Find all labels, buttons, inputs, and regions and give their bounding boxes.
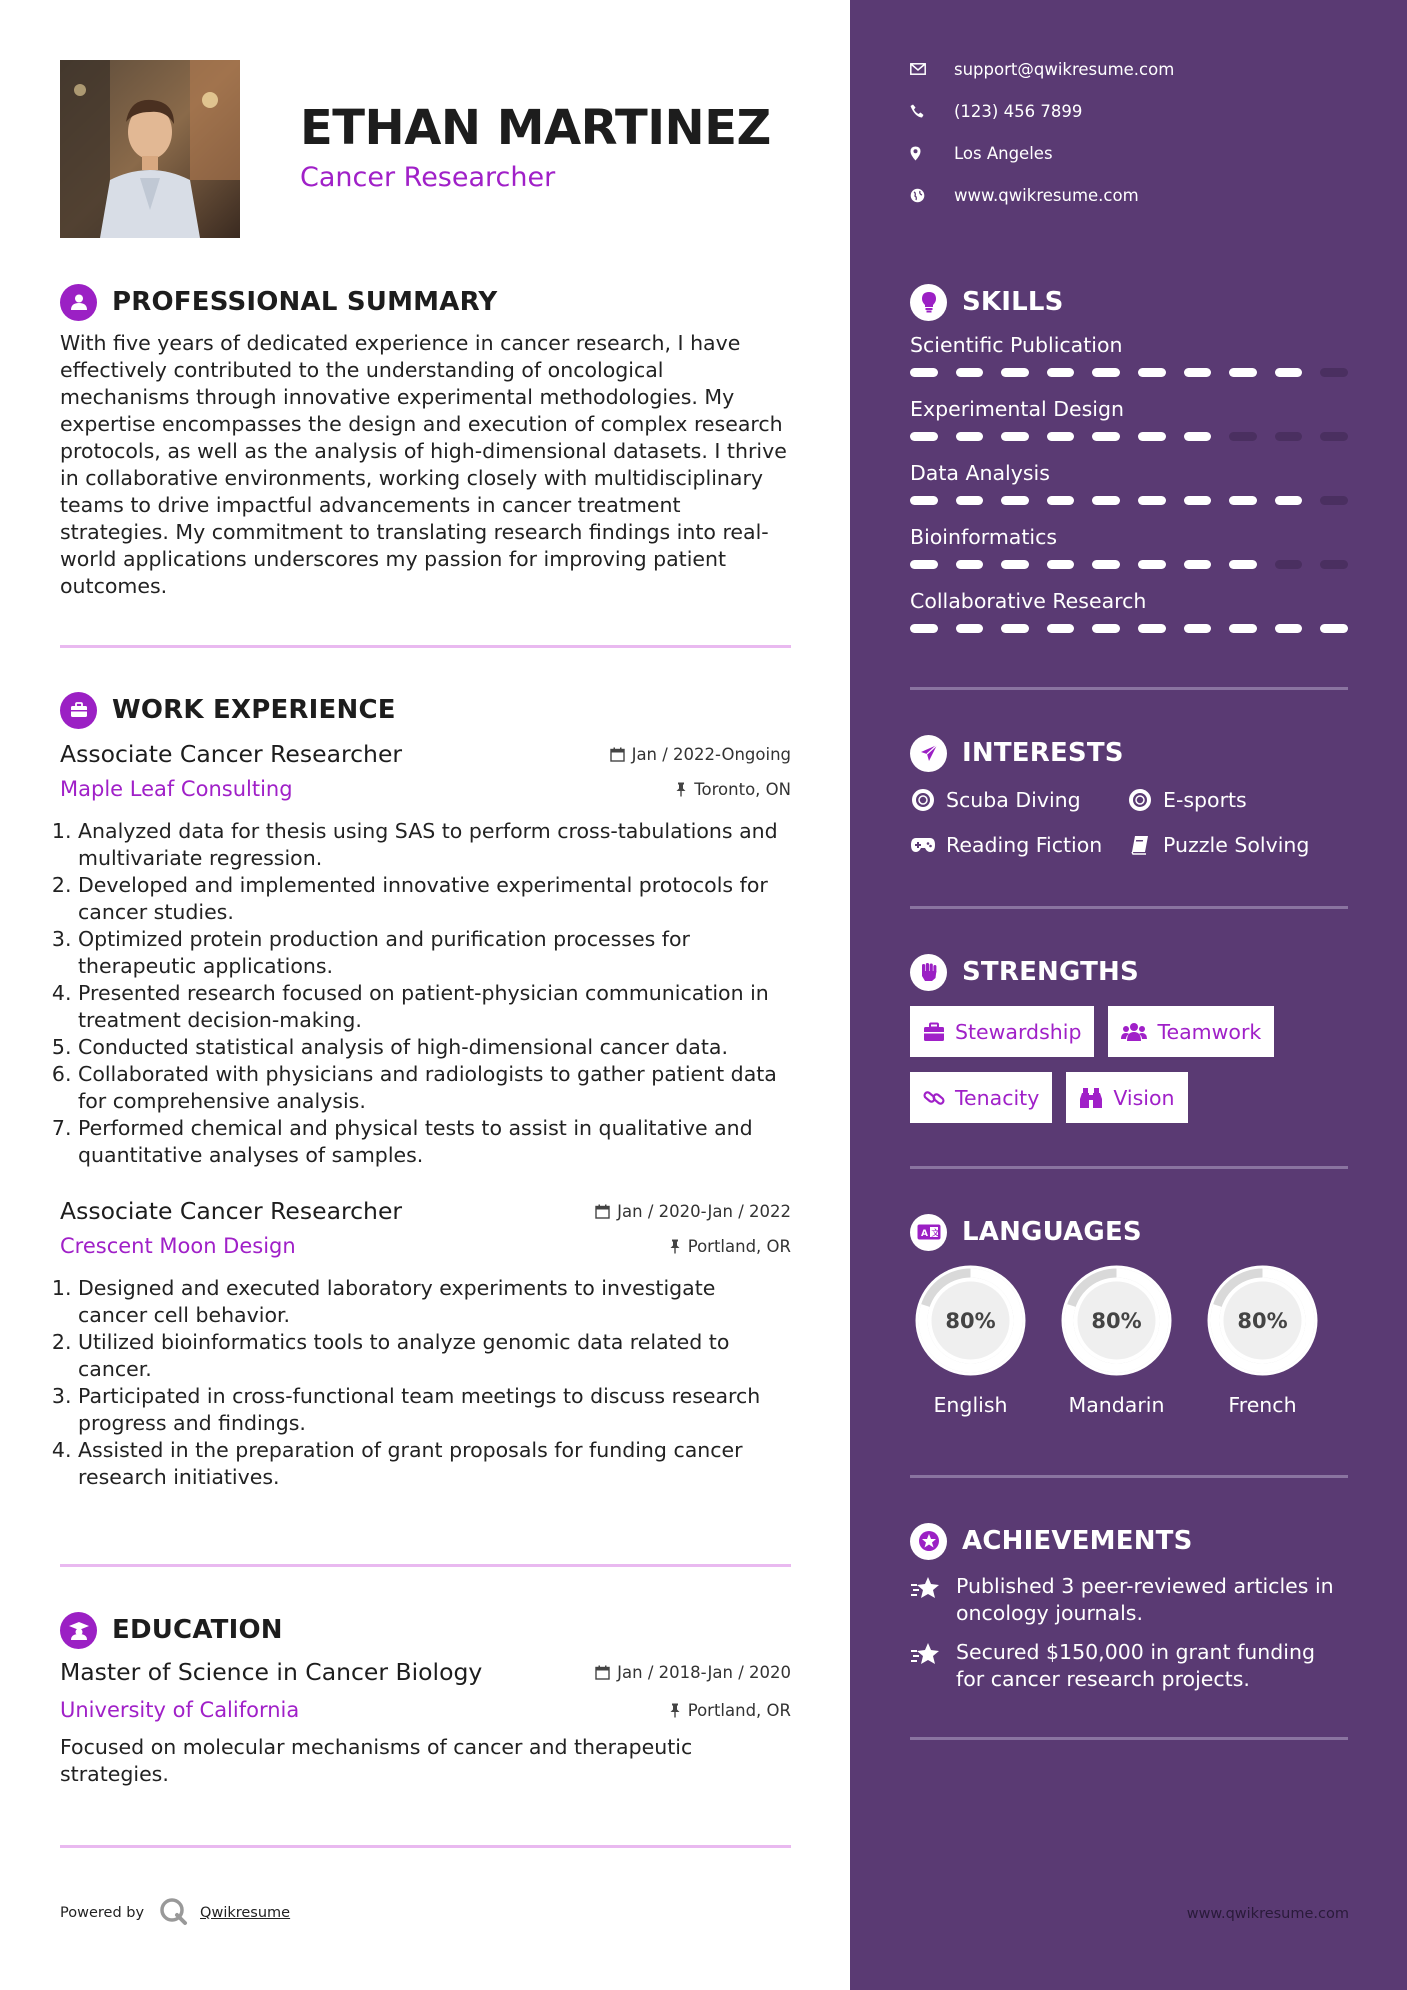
pin-icon bbox=[669, 1239, 681, 1254]
skill-name: Collaborative Research bbox=[910, 589, 1147, 613]
skill-item bbox=[910, 522, 1348, 586]
skill-segment bbox=[910, 624, 938, 633]
skill-meter bbox=[910, 560, 1348, 569]
skill-segment bbox=[1229, 560, 1257, 569]
achievements-heading: ACHIEVEMENTS bbox=[962, 1526, 1193, 1556]
skill-segment bbox=[1275, 432, 1303, 441]
language-name: English bbox=[933, 1393, 1008, 1417]
skill-segment bbox=[1092, 432, 1120, 441]
star-icon bbox=[910, 1573, 944, 1627]
language-name: French bbox=[1228, 1393, 1297, 1417]
divider bbox=[60, 645, 791, 648]
languages-section bbox=[910, 1212, 1348, 1417]
skill-segment bbox=[1092, 496, 1120, 505]
skill-segment bbox=[1229, 496, 1257, 505]
language-icon bbox=[910, 1214, 947, 1251]
language-percent: 80% bbox=[945, 1308, 996, 1333]
interests-heading: INTERESTS bbox=[962, 738, 1124, 768]
strengths-section bbox=[910, 952, 1348, 1123]
star-icon bbox=[910, 1639, 944, 1693]
summary-section bbox=[60, 282, 791, 600]
divider bbox=[910, 1737, 1348, 1740]
interest-item: Reading Fiction bbox=[910, 822, 1113, 867]
skill-segment bbox=[1320, 432, 1348, 441]
languages-heading: LANGUAGES bbox=[962, 1217, 1142, 1247]
skill-segment bbox=[1001, 368, 1029, 377]
fist-icon bbox=[910, 954, 947, 991]
skill-meter bbox=[910, 496, 1348, 505]
education-section bbox=[60, 1610, 791, 1788]
job-location: Toronto, ON bbox=[675, 780, 791, 799]
language-item bbox=[1056, 1260, 1177, 1417]
school-name: University of California bbox=[60, 1698, 300, 1722]
interest-item: Scuba Diving bbox=[910, 777, 1113, 822]
skill-segment bbox=[1047, 368, 1075, 377]
skill-segment bbox=[1001, 496, 1029, 505]
summary-heading: PROFESSIONAL SUMMARY bbox=[112, 287, 498, 317]
paper-plane-icon bbox=[910, 735, 947, 772]
list-item: 6. Collaborated with physicians and radiologists to gather patient data for comprehensive analysis. bbox=[78, 1061, 791, 1115]
calendar-icon bbox=[595, 1204, 610, 1219]
degree-title: Master of Science in Cancer Biology bbox=[60, 1658, 483, 1686]
language-ring bbox=[910, 1260, 1031, 1381]
list-item: 1. Analyzed data for thesis using SAS to perform cross-tabulations and multivariate regression. bbox=[78, 818, 791, 872]
list-item: 5. Conducted statistical analysis of high-dimensional cancer data. bbox=[78, 1034, 791, 1061]
strength-badge: Stewardship bbox=[910, 1006, 1094, 1057]
skill-segment bbox=[1047, 560, 1075, 569]
skill-segment bbox=[1138, 368, 1166, 377]
language-ring bbox=[1056, 1260, 1177, 1381]
job-dates: Jan / 2022-Ongoing bbox=[610, 745, 791, 764]
contact-email[interactable]: support@qwikresume.com bbox=[910, 56, 1360, 82]
skill-segment bbox=[956, 624, 984, 633]
job-bullets bbox=[60, 1275, 791, 1491]
svg-text:A: A bbox=[920, 1229, 928, 1239]
skill-segment bbox=[956, 496, 984, 505]
skill-segment bbox=[1229, 624, 1257, 633]
binoculars-icon bbox=[1079, 1087, 1103, 1109]
job-entry bbox=[60, 1197, 791, 1491]
education-location: Portland, OR bbox=[669, 1701, 791, 1720]
list-item: 1. Designed and executed laboratory experiments to investigate cancer cell behavior. bbox=[78, 1275, 791, 1329]
skill-segment bbox=[1229, 368, 1257, 377]
skill-segment bbox=[1138, 496, 1166, 505]
skill-segment bbox=[910, 368, 938, 377]
skill-segment bbox=[1275, 624, 1303, 633]
skill-segment bbox=[1092, 368, 1120, 377]
skill-segment bbox=[1320, 624, 1348, 633]
skill-segment bbox=[956, 432, 984, 441]
skill-name: Scientific Publication bbox=[910, 333, 1123, 357]
job-title: Associate Cancer Researcher bbox=[60, 1197, 403, 1225]
skill-name: Bioinformatics bbox=[910, 525, 1058, 549]
divider bbox=[60, 1845, 791, 1848]
skill-segment bbox=[910, 432, 938, 441]
job-dates: Jan / 2020-Jan / 2022 bbox=[595, 1202, 791, 1221]
life-ring-icon bbox=[1127, 789, 1153, 811]
list-item: 4. Presented research focused on patient-physician communication in treatment decision-making. bbox=[78, 980, 791, 1034]
globe-icon bbox=[910, 188, 936, 203]
skills-section bbox=[910, 282, 1348, 650]
strength-badge: Tenacity bbox=[910, 1072, 1052, 1123]
footer-website[interactable]: www.qwikresume.com bbox=[1186, 1906, 1349, 1922]
pin-icon bbox=[669, 1703, 681, 1718]
skill-segment bbox=[1320, 368, 1348, 377]
skills-heading: SKILLS bbox=[962, 287, 1064, 317]
divider bbox=[60, 1564, 791, 1567]
list-item: 7. Performed chemical and physical tests to assist in qualitative and quantitative analyses of samples. bbox=[78, 1115, 791, 1169]
skill-segment bbox=[1001, 432, 1029, 441]
skill-segment bbox=[1184, 432, 1212, 441]
language-ring bbox=[1202, 1260, 1323, 1381]
skill-segment bbox=[1229, 432, 1257, 441]
summary-text: With five years of dedicated experience in cancer research, I have effectively contributed to the understanding of oncological mechanisms through innovative experimental methodologies. My expertise encompasses the design and execution of complex research protocols, as well as the analysis of high-dimensional datasets. I thrive in collaborative environments, working closely with multidisciplinary teams to drive impactful advancements in cancer treatment strategies. My commitment to translating research findings into real-world applications underscores my passion for improving patient outcomes. bbox=[60, 331, 787, 598]
profile-photo bbox=[60, 60, 240, 238]
candidate-title: Cancer Researcher bbox=[300, 162, 556, 193]
powered-by-label: Powered by bbox=[60, 1905, 145, 1921]
language-name: Mandarin bbox=[1068, 1393, 1165, 1417]
strength-badge: Vision bbox=[1066, 1072, 1187, 1123]
divider bbox=[910, 687, 1348, 690]
users-icon bbox=[1121, 1022, 1147, 1042]
skill-segment bbox=[1092, 560, 1120, 569]
candidate-name: ETHAN MARTINEZ bbox=[300, 100, 771, 156]
strength-badge: Teamwork bbox=[1108, 1006, 1274, 1057]
contact-website[interactable]: www.qwikresume.com bbox=[910, 182, 1360, 208]
achievements-section bbox=[910, 1521, 1348, 1693]
achievement-item: Secured $150,000 in grant funding for cancer research projects. bbox=[910, 1639, 1348, 1693]
lightbulb-icon bbox=[910, 284, 947, 321]
skill-name: Data Analysis bbox=[910, 461, 1050, 485]
skill-segment bbox=[1275, 496, 1303, 505]
skill-segment bbox=[910, 496, 938, 505]
skill-segment bbox=[1275, 560, 1303, 569]
skill-meter bbox=[910, 624, 1348, 633]
language-percent: 80% bbox=[1237, 1308, 1288, 1333]
calendar-icon bbox=[595, 1665, 610, 1680]
skill-segment bbox=[956, 560, 984, 569]
list-item: 2. Utilized bioinformatics tools to analyze genomic data related to cancer. bbox=[78, 1329, 791, 1383]
envelope-icon bbox=[910, 63, 936, 75]
interest-item: E-sports bbox=[1127, 777, 1247, 822]
skill-segment bbox=[1275, 368, 1303, 377]
calendar-icon bbox=[610, 747, 625, 762]
book-icon bbox=[1127, 835, 1153, 855]
job-location: Portland, OR bbox=[669, 1237, 791, 1256]
skill-segment bbox=[1184, 560, 1212, 569]
skill-item bbox=[910, 330, 1348, 394]
user-icon bbox=[60, 284, 97, 321]
experience-heading: WORK EXPERIENCE bbox=[112, 695, 396, 725]
divider bbox=[910, 906, 1348, 909]
interests-section bbox=[910, 733, 1348, 867]
language-item bbox=[1202, 1260, 1323, 1417]
skill-segment bbox=[1138, 624, 1166, 633]
language-percent: 80% bbox=[1091, 1308, 1142, 1333]
contact-location: Los Angeles bbox=[910, 140, 1360, 166]
education-description: Focused on molecular mechanisms of cancer and therapeutic strategies. bbox=[60, 1735, 693, 1786]
skill-segment bbox=[1320, 560, 1348, 569]
footer-brand bbox=[60, 1896, 290, 1930]
skill-segment bbox=[1138, 560, 1166, 569]
job-company: Crescent Moon Design bbox=[60, 1234, 296, 1258]
svg-text:文: 文 bbox=[931, 1228, 939, 1238]
list-item: 3. Optimized protein production and purification processes for therapeutic applications. bbox=[78, 926, 791, 980]
skill-segment bbox=[1184, 368, 1212, 377]
skill-segment bbox=[1138, 432, 1166, 441]
skill-segment bbox=[1001, 560, 1029, 569]
skill-name: Experimental Design bbox=[910, 397, 1124, 421]
interest-item: Puzzle Solving bbox=[1127, 822, 1309, 867]
skills-list bbox=[910, 330, 1348, 650]
education-heading: EDUCATION bbox=[112, 1615, 283, 1645]
skill-segment bbox=[1047, 432, 1075, 441]
skill-segment bbox=[956, 368, 984, 377]
skill-segment bbox=[1184, 624, 1212, 633]
list-item: 2. Developed and implemented innovative experimental protocols for cancer studies. bbox=[78, 872, 791, 926]
divider bbox=[910, 1166, 1348, 1169]
briefcase-icon bbox=[923, 1022, 945, 1042]
skill-segment bbox=[1047, 624, 1075, 633]
job-entry bbox=[60, 740, 791, 1169]
skill-segment bbox=[1001, 624, 1029, 633]
qwikresume-link[interactable]: Qwikresume bbox=[200, 1905, 291, 1921]
experience-section bbox=[60, 690, 791, 1491]
skill-item bbox=[910, 458, 1348, 522]
language-item bbox=[910, 1260, 1031, 1417]
gamepad-icon bbox=[910, 837, 936, 853]
qwikresume-logo-icon bbox=[158, 1896, 188, 1930]
star-badge-icon bbox=[910, 1523, 947, 1560]
link-icon bbox=[923, 1087, 945, 1109]
divider bbox=[910, 1475, 1348, 1478]
education-dates: Jan / 2018-Jan / 2020 bbox=[595, 1663, 791, 1682]
briefcase-icon bbox=[60, 692, 97, 729]
pin-icon bbox=[675, 782, 687, 797]
achievement-item: Published 3 peer-reviewed articles in oncology journals. bbox=[910, 1573, 1348, 1627]
skill-segment bbox=[1184, 496, 1212, 505]
job-bullets bbox=[60, 818, 791, 1169]
skill-meter bbox=[910, 432, 1348, 441]
job-title: Associate Cancer Researcher bbox=[60, 740, 403, 768]
skill-meter bbox=[910, 368, 1348, 377]
skill-segment bbox=[910, 560, 938, 569]
skill-segment bbox=[1092, 624, 1120, 633]
job-company: Maple Leaf Consulting bbox=[60, 777, 293, 801]
skill-segment bbox=[1320, 496, 1348, 505]
graduate-icon bbox=[60, 1612, 97, 1649]
skill-segment bbox=[1047, 496, 1075, 505]
skill-item bbox=[910, 394, 1348, 458]
strengths-heading: STRENGTHS bbox=[962, 957, 1139, 987]
list-item: 3. Participated in cross-functional team meetings to discuss research progress and findings. bbox=[78, 1383, 791, 1437]
list-item: 4. Assisted in the preparation of grant proposals for funding cancer research initiatives. bbox=[78, 1437, 791, 1491]
life-ring-icon bbox=[910, 789, 936, 811]
map-marker-icon bbox=[910, 146, 936, 161]
contact-phone[interactable]: (123) 456 7899 bbox=[910, 98, 1360, 124]
phone-icon bbox=[910, 104, 936, 118]
skill-item bbox=[910, 586, 1348, 650]
